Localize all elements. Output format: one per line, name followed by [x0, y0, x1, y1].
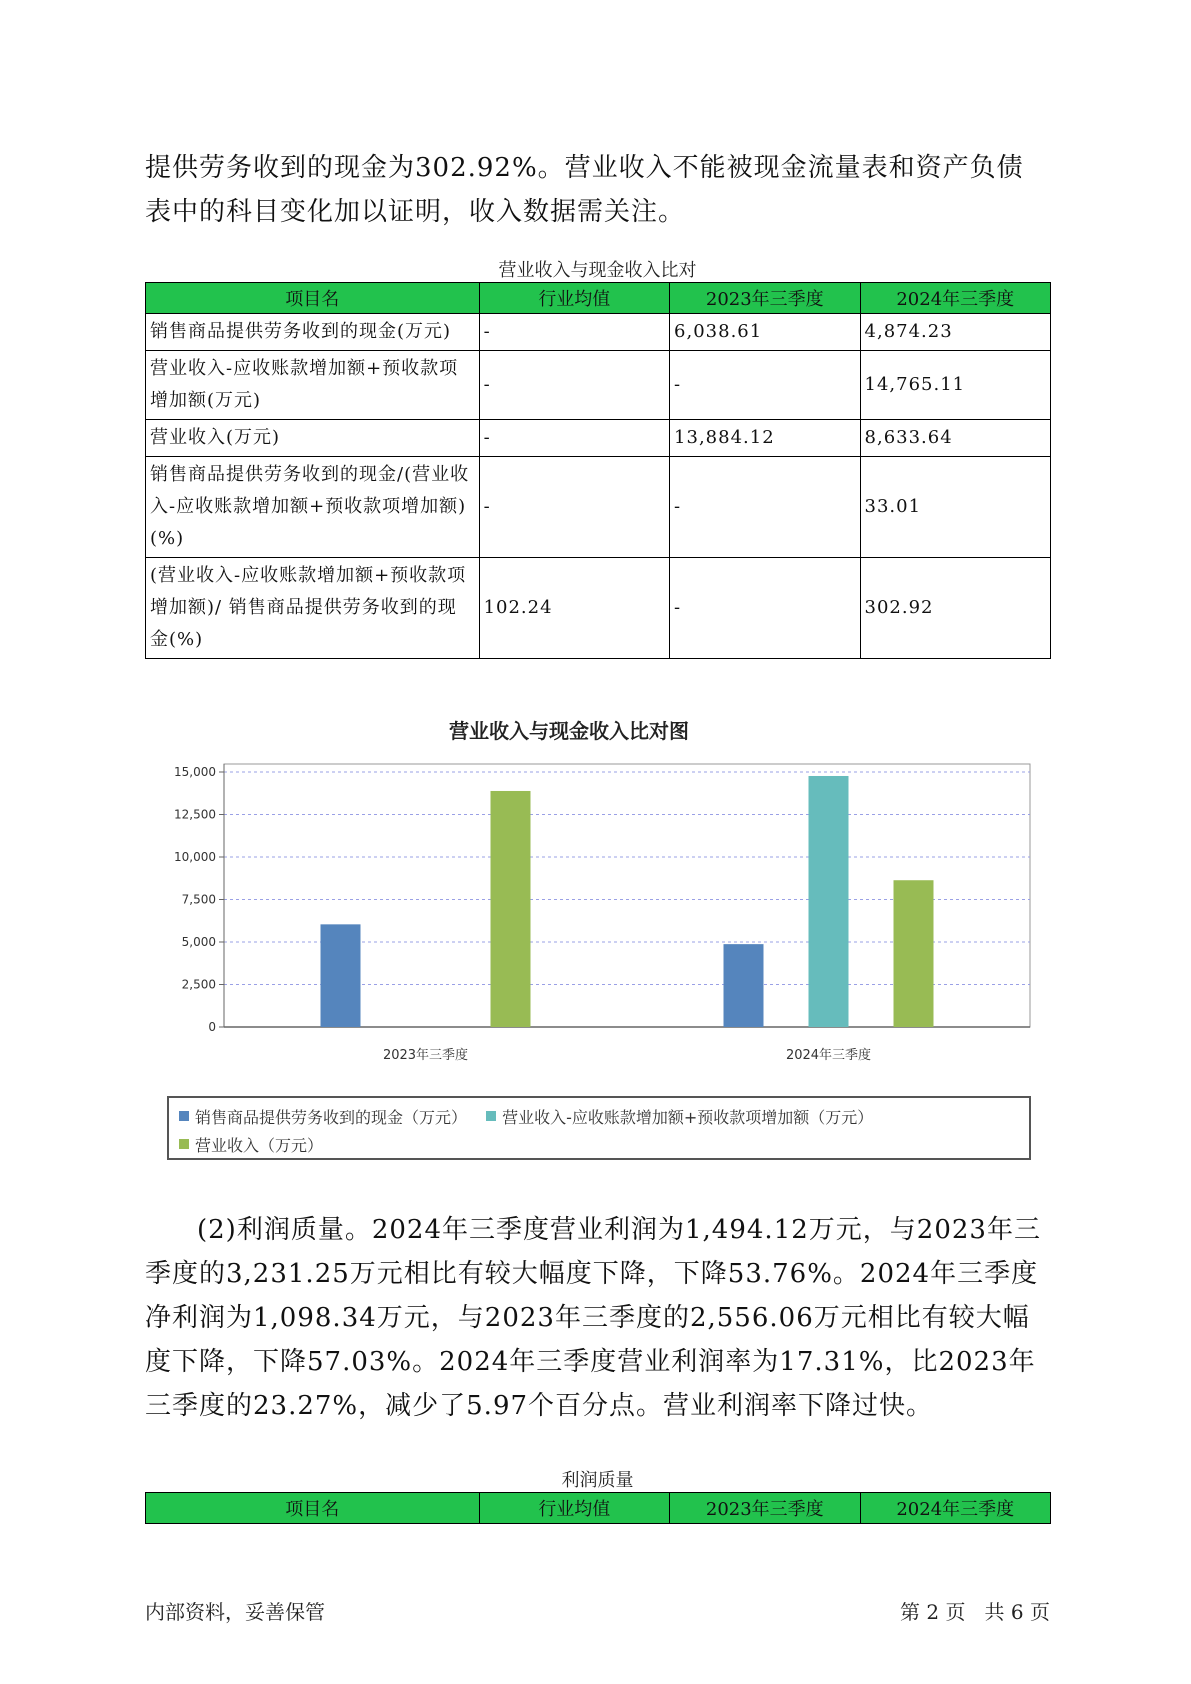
bar — [809, 776, 849, 1027]
footer-left: 内部资料，妥善保管 — [145, 1600, 325, 1624]
header-cell: 2023年三季度 — [670, 283, 860, 314]
table-row — [146, 457, 1051, 558]
x-tick-label: 2023年三季度 — [382, 1048, 469, 1063]
y-tick-label: 2,500 — [181, 977, 216, 992]
row-label: 销售商品提供劳务收到的现金/(营业收入-应收账款增加额+预收款项增加额)(%) — [146, 457, 480, 558]
legend-item — [179, 1130, 323, 1158]
table-cell: 6,038.61 — [670, 314, 860, 351]
table1-caption: 营业收入与现金收入比对 — [498, 260, 697, 281]
table-cell: - — [479, 314, 669, 351]
table-cell: - — [479, 457, 669, 558]
table-cell: - — [479, 351, 669, 420]
legend-label: 销售商品提供劳务收到的现金（万元） — [195, 1107, 468, 1127]
footer-page-number: 第 2 页 共 6 页 — [900, 1600, 1050, 1624]
table-cell: - — [670, 351, 860, 420]
legend-swatch — [179, 1111, 189, 1121]
header-cell: 项目名 — [146, 1493, 480, 1524]
table-header-row — [146, 1493, 1051, 1524]
cash-revenue-table — [145, 282, 1051, 659]
legend-item — [486, 1102, 873, 1130]
y-tick-label: 7,500 — [181, 892, 216, 907]
header-cell: 2023年三季度 — [670, 1493, 860, 1524]
table-cell: 302.92 — [860, 558, 1050, 659]
chart-legend — [167, 1096, 1031, 1160]
table-row — [146, 420, 1051, 457]
table-cell: - — [670, 457, 860, 558]
table-cell: 13,884.12 — [670, 420, 860, 457]
row-label: (营业收入-应收账款增加额+预收款项增加额)/ 销售商品提供劳务收到的现金(%) — [146, 558, 480, 659]
header-cell: 2024年三季度 — [860, 1493, 1050, 1524]
header-cell: 行业均值 — [479, 283, 669, 314]
header-cell: 行业均值 — [479, 1493, 669, 1524]
bar — [491, 791, 531, 1027]
y-tick-label: 15,000 — [174, 765, 216, 779]
profit-quality-table — [145, 1492, 1051, 1524]
row-label: 营业收入-应收账款增加额+预收款项增加额(万元) — [146, 351, 480, 420]
table-header-row — [146, 283, 1051, 314]
table2-caption: 利润质量 — [561, 1470, 634, 1491]
table-cell: 33.01 — [860, 457, 1050, 558]
bar — [321, 924, 361, 1027]
bar — [894, 880, 934, 1027]
legend-swatch — [486, 1111, 496, 1121]
y-tick-label: 12,500 — [174, 807, 216, 822]
row-label: 销售商品提供劳务收到的现金(万元) — [146, 314, 480, 351]
table-row — [146, 351, 1051, 420]
legend-label: 营业收入-应收账款增加额+预收款项增加额（万元） — [502, 1107, 874, 1127]
table-cell: 8,633.64 — [860, 420, 1050, 457]
y-tick-label: 5,000 — [181, 935, 216, 949]
table-row — [146, 558, 1051, 659]
table-cell: 4,874.23 — [860, 314, 1050, 351]
x-tick-label: 2024年三季度 — [785, 1048, 872, 1063]
legend-item — [179, 1102, 467, 1130]
table-cell: 102.24 — [479, 558, 669, 659]
chart-title: 营业收入与现金收入比对图 — [449, 719, 689, 743]
header-cell: 2024年三季度 — [860, 283, 1050, 314]
y-tick-label: 10,000 — [174, 850, 216, 864]
table-cell: 14,765.11 — [860, 351, 1050, 420]
header-cell: 项目名 — [146, 283, 480, 314]
legend-label: 营业收入（万元） — [195, 1135, 324, 1155]
legend-swatch — [179, 1139, 189, 1149]
chart-svg — [166, 712, 1032, 1092]
bar — [724, 944, 764, 1027]
table-row — [146, 314, 1051, 351]
table-cell: - — [479, 420, 669, 457]
y-tick-label: 0 — [208, 1020, 216, 1034]
intro-paragraph: 提供劳务收到的现金为302.92%。营业收入不能被现金流量表和资产负债表中的科目变化加以证明，收入数据需关注。 — [145, 153, 1024, 227]
table-cell: - — [670, 558, 860, 659]
profit-paragraph: (2)利润质量。2024年三季度营业利润为1,494.12万元，与2023年三季度的3,231.25万元相比有较大幅度下降，下降53.76%。2024年三季度净利润为1,098.34万元，与2023年三季度的2,556.06万元相比有较大幅度下降，下降57.03%。2024年三季度营业利润率为17.31%，比2023年三季度的23.27%，减少了5.97个百分点。营业利润率下降过快。 — [145, 1215, 1041, 1421]
row-label: 营业收入(万元) — [146, 420, 480, 457]
